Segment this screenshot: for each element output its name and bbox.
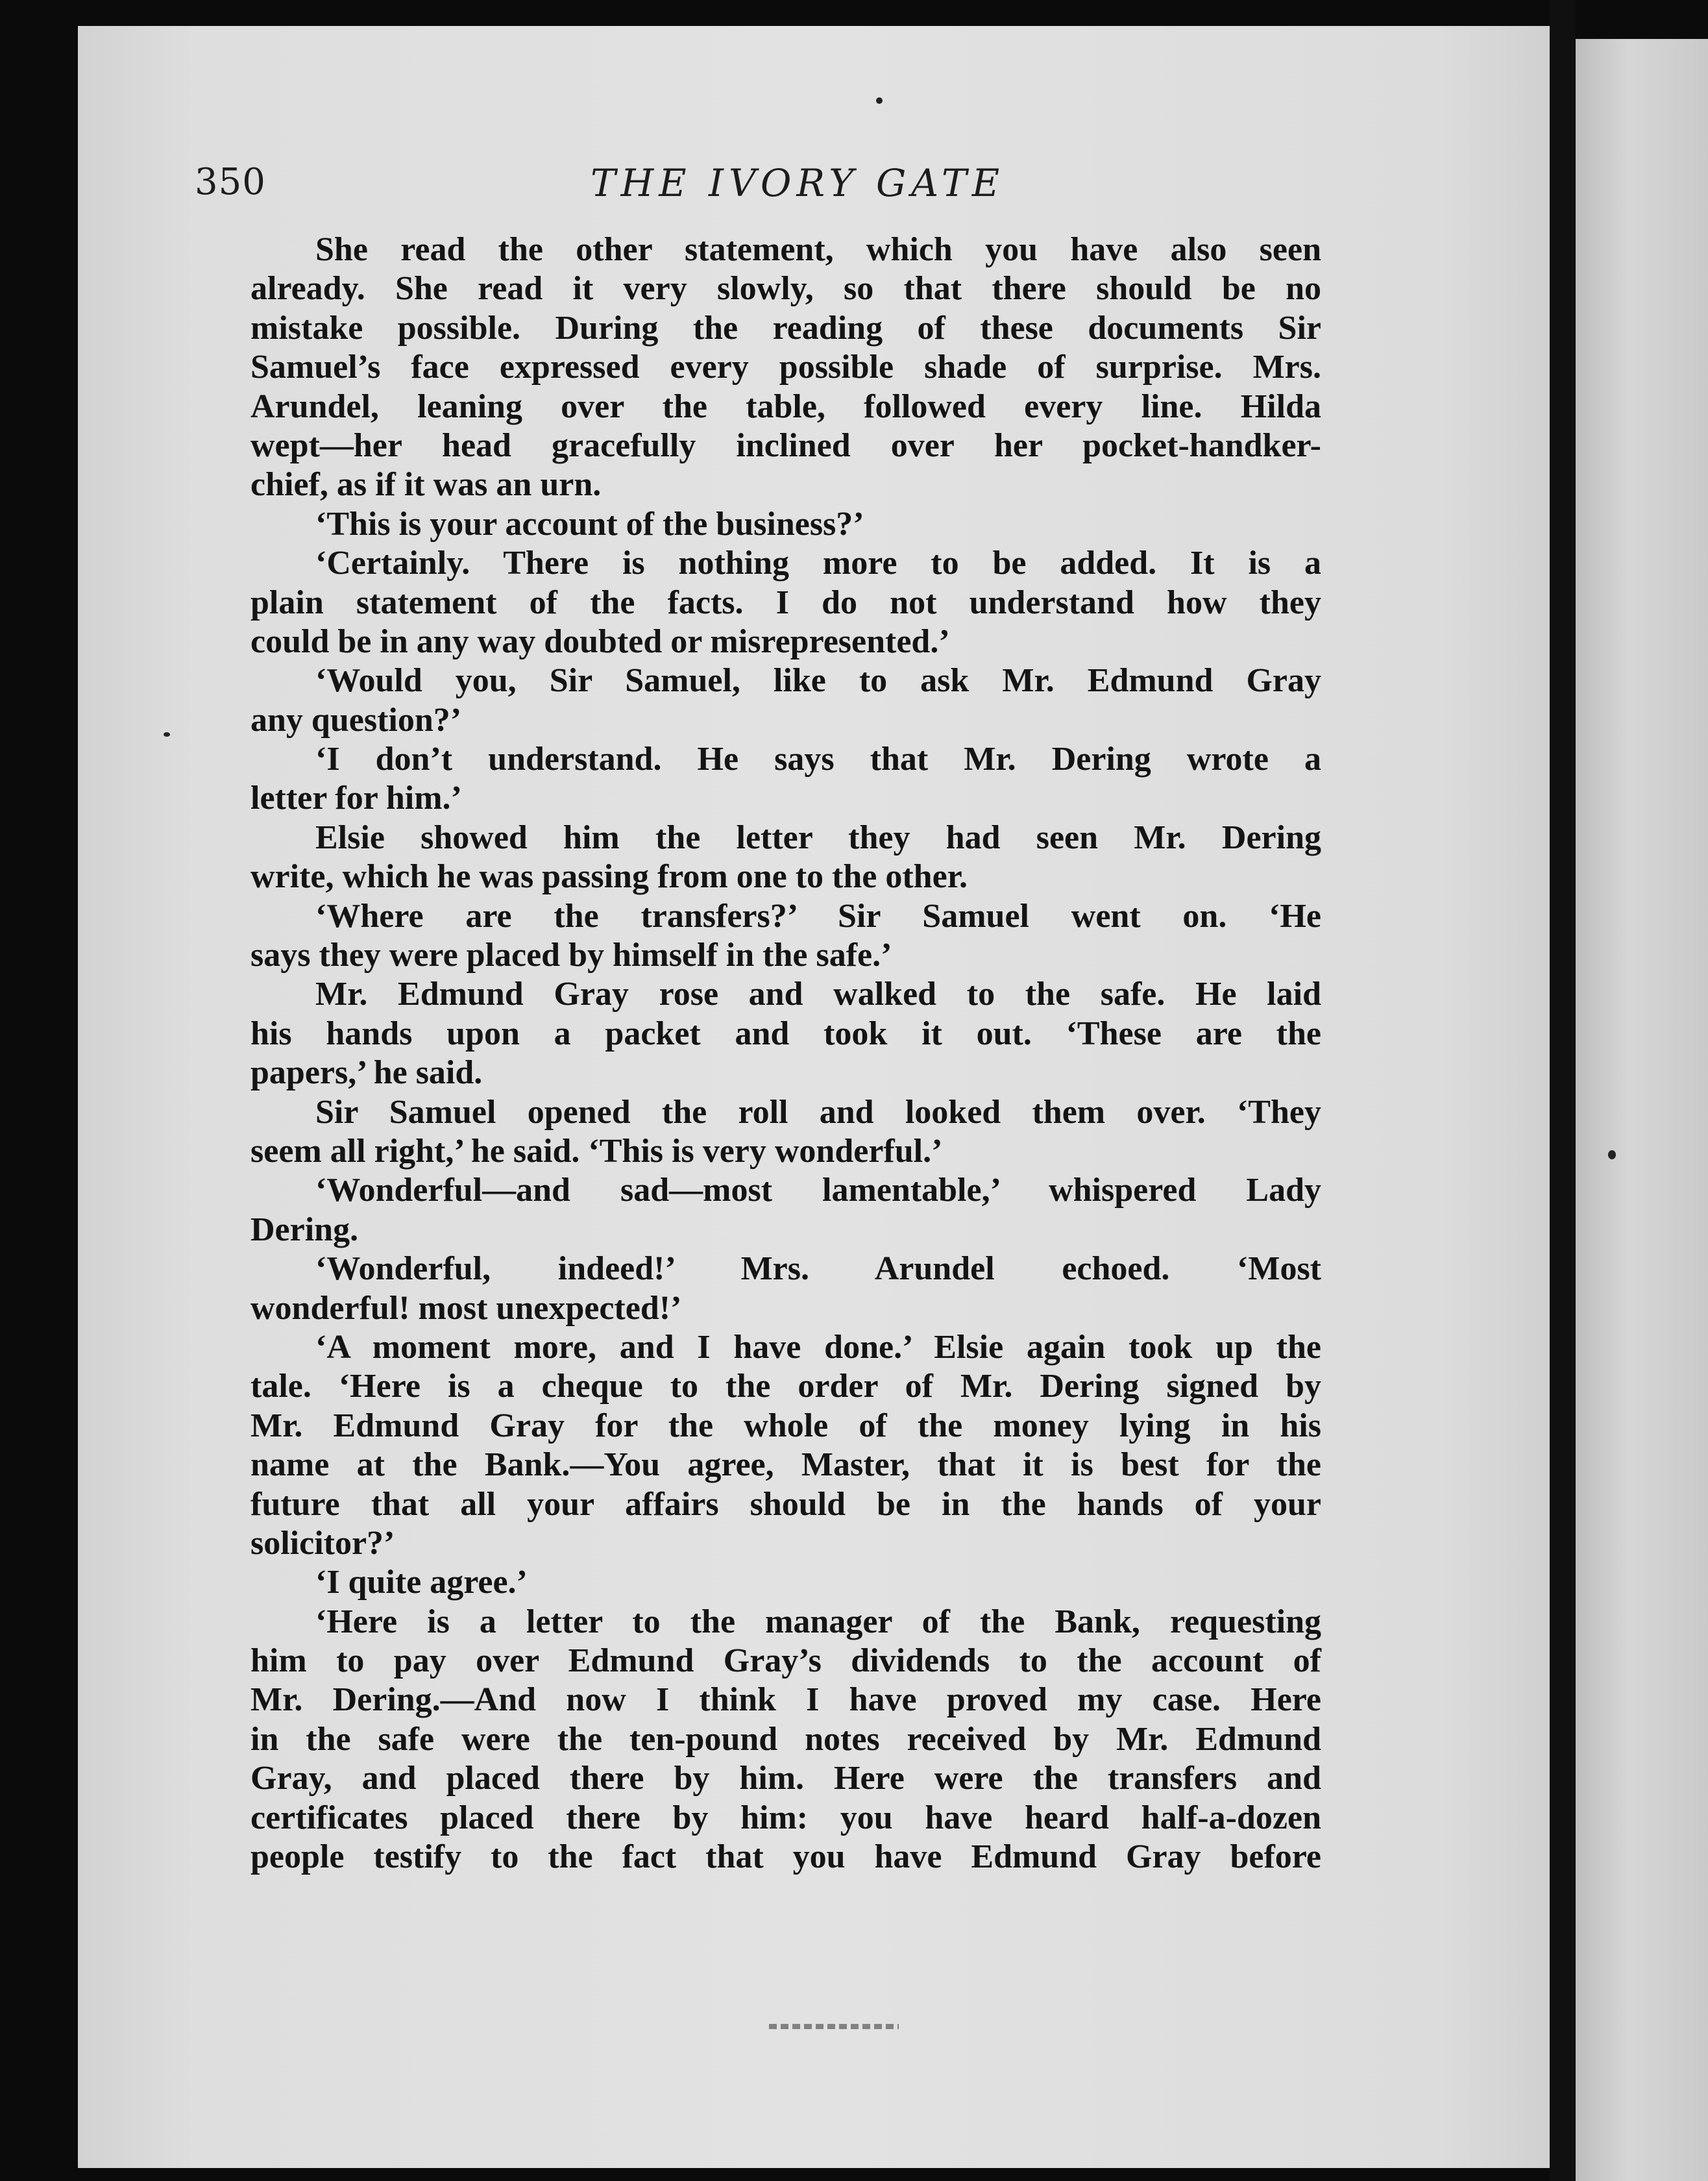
text-line: his hands upon a packet and took it out. ‘These are the xyxy=(250,1015,1321,1052)
text-line: Gray, and placed there by him. Here were the transfers and xyxy=(250,1760,1321,1797)
text-line: certificates placed there by him: you have heard half-a-dozen xyxy=(250,1799,1321,1836)
text-line: ‘Wonderful—and sad—most lamentable,’ whispered Lady xyxy=(315,1172,1321,1209)
text-line: Mr. Edmund Gray for the whole of the money lying in his xyxy=(250,1407,1321,1444)
text-line: tale. ‘Here is a cheque to the order of Mr. Dering signed by xyxy=(250,1368,1321,1405)
page-header xyxy=(195,161,1311,219)
speck-mark xyxy=(164,732,170,737)
text-line: Mr. Dering.—And now I think I have proved my case. Here xyxy=(250,1681,1321,1719)
speck-mark xyxy=(876,97,883,104)
text-line: wonderful! most unexpected!’ xyxy=(250,1289,682,1327)
text-line: Dering. xyxy=(250,1211,359,1248)
text-line: him to pay over Edmund Gray’s dividends to the account of xyxy=(250,1642,1321,1680)
text-line: ‘Where are the transfers?’ Sir Samuel went on. ‘He xyxy=(315,897,1321,935)
text-line: ‘I quite agree.’ xyxy=(315,1564,528,1601)
text-line: ‘Here is a letter to the manager of the Bank, requesting xyxy=(315,1603,1321,1640)
text-line: She read the other statement, which you have also seen xyxy=(315,231,1321,268)
text-line: people testify to the fact that you have Edmund Gray before xyxy=(250,1838,1321,1876)
text-line: solicitor?’ xyxy=(250,1524,395,1562)
text-line: Mr. Edmund Gray rose and walked to the safe. He laid xyxy=(315,976,1321,1013)
text-line: Samuel’s face expressed every possible shade of surprise. Mrs. xyxy=(250,349,1321,386)
text-line: says they were placed by himself in the safe.’ xyxy=(250,937,892,974)
text-line: ‘Would you, Sir Samuel, like to ask Mr. Edmund Gray xyxy=(315,662,1321,700)
text-line: seem all right,’ he said. ‘This is very wonderful.’ xyxy=(250,1132,943,1170)
text-line: ‘Certainly. There is nothing more to be added. It is a xyxy=(315,545,1321,582)
text-line: future that all your affairs should be in the hands of your xyxy=(250,1485,1321,1523)
text-line: ‘A moment more, and I have done.’ Elsie again took up the xyxy=(315,1328,1321,1366)
facing-page-sliver xyxy=(1576,39,1708,2181)
text-line: letter for him.’ xyxy=(250,780,462,817)
text-line: wept—her head gracefully inclined over her pocket-handker- xyxy=(250,426,1321,464)
text-line: Sir Samuel opened the roll and looked them over. ‘They xyxy=(315,1093,1321,1131)
text-line: Elsie showed him the letter they had seen Mr. Dering xyxy=(315,819,1321,856)
text-line: papers,’ he said. xyxy=(250,1054,483,1092)
speck-mark xyxy=(1608,1150,1616,1159)
text-line: in the safe were the ten-pound notes received by Mr. Edmund xyxy=(250,1720,1321,1758)
page-number: 350 xyxy=(195,161,266,203)
text-line: Arundel, leaning over the table, followed every line. Hilda xyxy=(250,388,1321,425)
text-line: ‘I don’t understand. He says that Mr. Dering wrote a xyxy=(315,741,1321,778)
text-line: ‘Wonderful, indeed!’ Mrs. Arundel echoed. ‘Most xyxy=(315,1250,1321,1288)
text-line: mistake possible. During the reading of these documents Sir xyxy=(250,309,1321,347)
text-line: ‘This is your account of the business?’ xyxy=(315,505,864,543)
book-gutter xyxy=(1550,0,1576,2181)
text-line: already. She read it very slowly, so that there should be no xyxy=(250,270,1321,308)
text-line: chief, as if it was an urn. xyxy=(250,466,602,504)
text-line: could be in any way doubted or misrepresented.’ xyxy=(250,622,950,660)
text-line: any question?’ xyxy=(250,701,462,739)
text-line: write, which he was passing from one to the other. xyxy=(250,858,968,896)
body-text xyxy=(250,230,1321,1877)
text-line: plain statement of the facts. I do not understand how they xyxy=(250,584,1321,621)
text-line: name at the Bank.—You agree, Master, that it is best for the xyxy=(250,1446,1321,1484)
footer-ornament xyxy=(769,2024,899,2029)
running-title: THE IVORY GATE xyxy=(591,161,1005,205)
